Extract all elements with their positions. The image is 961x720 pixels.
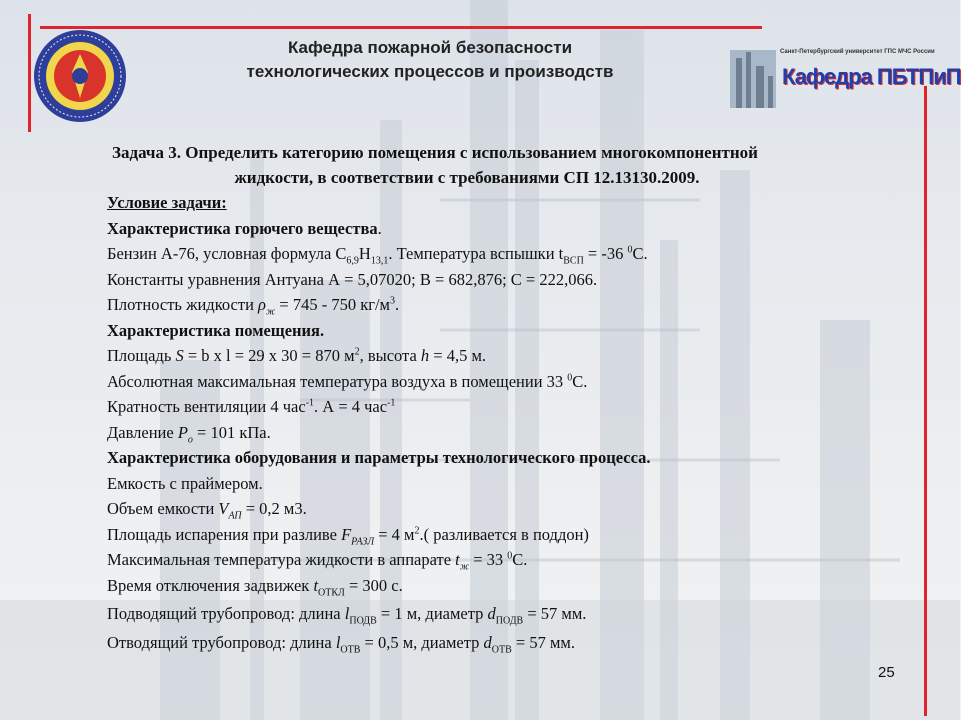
page-number: 25: [878, 664, 895, 681]
inlet-text-b: = 1 м, диаметр: [376, 604, 488, 623]
density-sup: 3: [390, 295, 396, 307]
vessel-line: Емкость с праймером.: [107, 473, 263, 493]
valve-sub: ОТКЛ: [318, 586, 345, 598]
fuel-line: [107, 241, 927, 267]
ventilation-sup-2: -1: [387, 397, 396, 409]
area-sup: 2: [354, 346, 360, 358]
liquid-temp-sup: 0: [507, 550, 513, 562]
area-text-d: = 4,5 м.: [429, 346, 487, 365]
outlet-text-c: = 57 мм.: [511, 632, 575, 652]
liquid-temp-sub: ж: [459, 561, 470, 573]
liquid-temp-text-a: Максимальная температура жидкости в аппарате: [107, 550, 456, 569]
inlet-pipe-line: [107, 601, 927, 627]
evap-text-b: = 4 м: [374, 524, 415, 544]
task-title-line-1: Задача 3. Определить категорию помещения с использованием многокомпонентной: [112, 143, 758, 162]
fuel-sub-c: 6,9: [346, 255, 359, 267]
equipment-heading: Характеристика оборудования и параметры технологического процесса.: [107, 448, 651, 467]
inlet-diameter-var: d: [487, 604, 496, 623]
area-line: [107, 343, 927, 369]
ventilation-text-b: . А = 4 час: [314, 397, 388, 416]
area-text-a: Площадь: [107, 346, 176, 365]
pressure-text-a: Давление: [107, 422, 178, 442]
fuel-text-e: С.: [632, 244, 648, 263]
outlet-diameter-sub: ОТВ: [491, 643, 512, 655]
substance-heading: [107, 216, 927, 242]
volume-text-b: = 0,2 м3.: [241, 499, 307, 518]
fuel-text-c: . Температура вспышки t: [388, 244, 564, 263]
fuel-sub-h: 13,1: [370, 255, 389, 267]
area-text-b: = b х l = 29 х 30 = 870 м: [183, 346, 355, 365]
substance-heading-text: Характеристика горючего вещества: [107, 218, 378, 238]
density-text-c: .: [395, 295, 400, 314]
liquid-temp-text-b: = 33: [469, 550, 508, 569]
evap-var: F: [341, 524, 352, 544]
area-text-c: , высота: [359, 346, 421, 365]
header-line-2: технологических процессов и производств: [246, 62, 614, 81]
height-var: h: [420, 346, 430, 365]
inlet-diameter-sub: ПОДВ: [495, 615, 524, 627]
volume-var: V: [218, 499, 229, 518]
ventilation-sup-1: -1: [305, 397, 315, 409]
liquid-temp-var: t: [455, 550, 460, 569]
university-emblem: [32, 28, 128, 124]
valve-var: t: [313, 575, 319, 595]
vessel-volume-line: [107, 496, 927, 522]
frame-top-line: [40, 26, 762, 29]
evap-text-c: .( разливается в поддон): [419, 524, 589, 544]
evap-text-a: Площадь испарения при разливе: [107, 524, 342, 544]
department-logo: [730, 48, 961, 112]
area-var: S: [175, 346, 184, 365]
ventilation-text-a: Кратность вентиляции 4 час: [107, 397, 306, 416]
volume-sub: АП: [228, 510, 242, 522]
fuel-sub-vsp: ВСП: [563, 255, 584, 267]
task-title: [107, 140, 927, 190]
density-line: [107, 292, 927, 318]
substance-heading-end: .: [377, 218, 382, 238]
density-text-b: = 745 - 750 кг/м: [275, 295, 391, 314]
air-temp-text-b: С.: [572, 371, 588, 391]
liquid-temp-line: [107, 547, 927, 573]
fuel-text-d: = -36: [583, 244, 628, 263]
inlet-length-var: l: [344, 604, 350, 623]
inlet-text-c: = 57 мм.: [523, 604, 587, 623]
fuel-text-a: Бензин А-76, условная формула С: [107, 244, 347, 263]
ventilation-line: [107, 394, 927, 420]
liquid-temp-text-c: С.: [512, 550, 528, 569]
valve-text-a: Время отключения задвижек: [107, 575, 314, 595]
page-header: [150, 36, 710, 84]
frame-left-line: [28, 14, 31, 132]
air-temp-sup: 0: [567, 372, 573, 383]
volume-text-a: Объем емкости: [107, 499, 219, 518]
outlet-length-sub: ОТВ: [340, 643, 361, 655]
evaporation-area-line: [107, 522, 927, 548]
outlet-diameter-var: d: [483, 632, 492, 652]
antoine-line: Константы уравнения Антуана А = 5,07020; В = 682,876; С = 222,066.: [107, 269, 598, 289]
task-content: [107, 140, 927, 655]
header-line-1: Кафедра пожарной безопасности: [287, 38, 573, 57]
air-temp-line: [107, 369, 927, 395]
inlet-text-a: Подводящий трубопровод: длина: [107, 604, 345, 623]
pressure-sub: о: [187, 433, 193, 445]
valve-time-line: [107, 573, 927, 599]
condition-heading: Условие задачи:: [107, 193, 227, 212]
logo-caption: Санкт-Петербургский университет ГПС МЧС России: [780, 49, 935, 55]
density-var: ρ: [258, 295, 266, 314]
outlet-text-a: Отводящий трубопровод: длина: [107, 632, 336, 652]
room-heading: Характеристика помещения.: [107, 320, 325, 340]
outlet-pipe-line: [107, 630, 927, 656]
valve-text-b: = 300 с.: [344, 575, 403, 595]
fuel-sup-degree: 0: [627, 244, 633, 256]
density-sub: ж: [265, 306, 276, 318]
outlet-text-b: = 0,5 м, диаметр: [360, 632, 484, 652]
task-title-line-2: жидкости, в соответствии с требованиями СП 12.13130.2009.: [234, 168, 700, 187]
logo-title: Кафедра ПБТПиП: [782, 64, 961, 89]
evap-sub: РАЗЛ: [351, 535, 375, 547]
pressure-text-b: = 101 кПа.: [192, 422, 271, 442]
density-text-a: Плотность жидкости: [107, 295, 259, 314]
pressure-line: [107, 420, 927, 446]
air-temp-text-a: Абсолютная максимальная температура воздуха в помещении 33: [107, 371, 568, 391]
evap-sup: 2: [414, 525, 420, 536]
pressure-var: Р: [177, 422, 188, 442]
fuel-text-b: Н: [358, 244, 371, 263]
outlet-length-var: l: [335, 632, 341, 652]
inlet-length-sub: ПОДВ: [349, 615, 377, 627]
